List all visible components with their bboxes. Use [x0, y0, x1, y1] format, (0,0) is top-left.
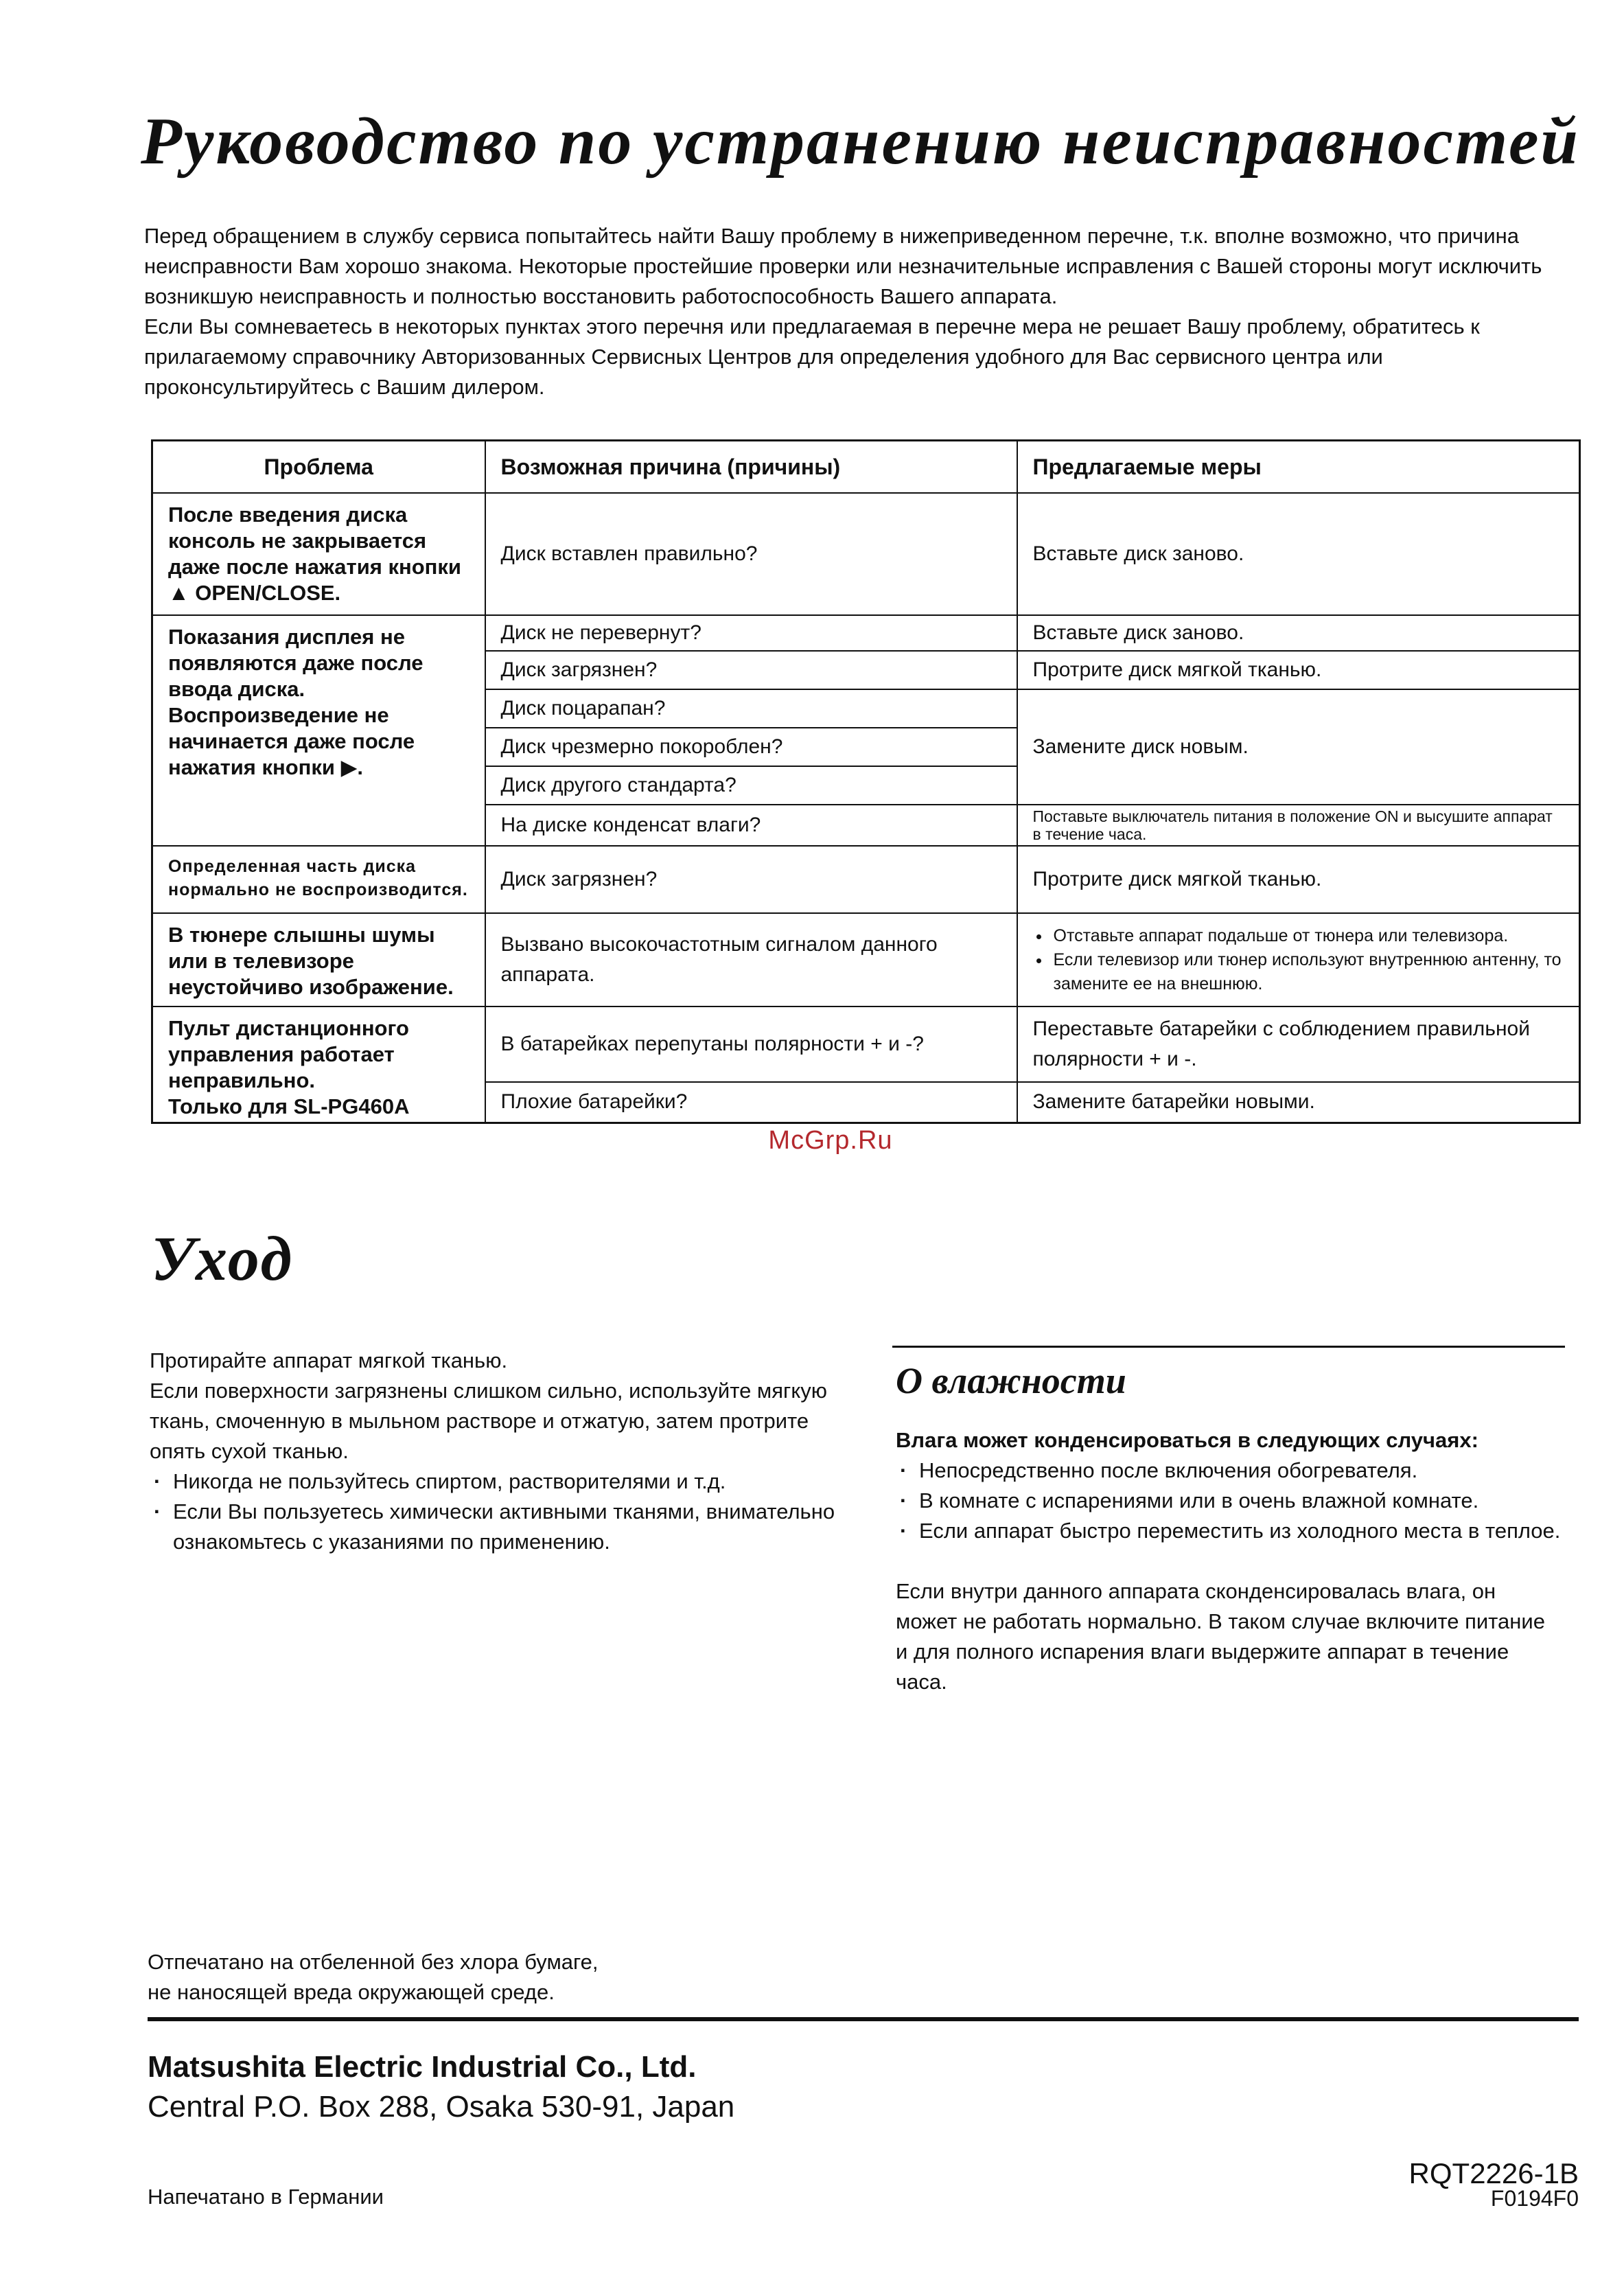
care-title: Уход [151, 1223, 294, 1293]
remedy-cell: Замените батарейки новыми. [1017, 1082, 1580, 1123]
printed-in: Напечатано в Германии [148, 2185, 384, 2209]
cause-cell: Диск другого стандарта? [485, 766, 1017, 805]
problem-cell: Определенная часть диска нормально не воспроизводится. [152, 846, 485, 913]
remedy-cell: Протрите диск мягкой тканью. [1017, 846, 1580, 913]
care-text [150, 1346, 843, 1557]
header-remedy: Предлагаемые меры [1017, 441, 1580, 494]
problem-cell: Показания дисплея не появляются даже после ввода диска. Воспроизведение не начинается даже после нажатия кнопки ▶. [152, 615, 485, 846]
remedy-cell: Вставьте диск заново. [1017, 615, 1580, 651]
company-address: Central P.O. Box 288, Osaka 530-91, Japan [148, 2090, 735, 2124]
model-note: Только для SL-PG460A [168, 1094, 410, 1118]
cause-cell: В батарейках перепутаны полярности + и -? [485, 1007, 1017, 1082]
cause-cell: Диск вставлен правильно? [485, 493, 1017, 615]
problem-cell: После введения диска консоль не закрывается даже после нажатия кнопки ▲ OPEN/CLOSE. [152, 493, 485, 615]
remedy-cell: Протрите диск мягкой тканью. [1017, 651, 1580, 689]
eco-line: не наносящей вреда окружающей среде. [148, 1980, 555, 2004]
watermark-text: McGrp.Ru [768, 1126, 893, 1155]
cause-cell: Диск не перевернут? [485, 615, 1017, 651]
remedy-cell: Поставьте выключатель питания в положение ON и высушите аппарат в течение часа. [1017, 805, 1580, 846]
care-bullet: · Никогда не пользуйтесь спиртом, растворителями и т.д. [150, 1466, 843, 1497]
remedy-cell: Замените диск новым. [1017, 689, 1580, 805]
intro-paragraph: Если Вы сомневаетесь в некоторых пунктах этого перечня или предлагаемая в перечне мера не решает Вашу проблему, обратитесь к прилагаемому справочнику Авторизованных Сервисных Центров для определения удобного для Вас сервисного центра или проконсультируйтесь с Вашим дилером. [144, 314, 1480, 399]
problem-text: Пульт дистанционного управления работает неправильно. [168, 1016, 409, 1092]
remedy-cell [1017, 913, 1580, 1007]
humidity-bullet: · В комнате с испарениями или в очень влажной комнате. [896, 1486, 1568, 1516]
eco-note [148, 1947, 971, 2008]
table-row [152, 493, 1580, 615]
care-bullet: · Если Вы пользуетесь химически активными тканями, внимательно ознакомьтесь с указаниями по применению. [150, 1497, 843, 1557]
eco-line: Отпечатано на отбеленной без хлора бумаге, [148, 1950, 599, 1974]
cause-cell: Диск загрязнен? [485, 651, 1017, 689]
cause-cell: Диск загрязнен? [485, 846, 1017, 913]
table-header-row [152, 441, 1580, 494]
humidity-note: Если внутри данного аппарата сконденсировалась влага, он может не работать нормально. В таком случае включите питание и для полного испарения влаги выдержите аппарат в течение часа. [896, 1579, 1545, 1694]
cause-cell: Диск поцарапан? [485, 689, 1017, 728]
header-cause: Возможная причина (причины) [485, 441, 1017, 494]
header-problem: Проблема [152, 441, 485, 494]
remedy-cell: Вставьте диск заново. [1017, 493, 1580, 615]
cause-cell: Плохие батарейки? [485, 1082, 1017, 1123]
cause-cell: На диске конденсат влаги? [485, 805, 1017, 846]
intro-paragraph: Перед обращением в службу сервиса попытайтесь найти Вашу проблему в нижеприведенном перечне, т.к. вполне возможно, что причина неисправности Вам хорошо знакома. Некоторые простейшие проверки или незначительные исправления с Вашей стороны могут исключить возникшую неисправность и полностью восстановить работоспособность Вашего аппарата. [144, 224, 1542, 308]
footer-divider [148, 2017, 1579, 2021]
table-row [152, 1007, 1580, 1082]
humidity-bullet: · Если аппарат быстро переместить из холодного места в теплое. [896, 1516, 1568, 1546]
section-divider [892, 1346, 1565, 1348]
table-row [152, 615, 1580, 651]
humidity-lead: Влага может конденсироваться в следующих случаях: [896, 1428, 1478, 1452]
page-title: Руководство по устранению неисправностей [141, 104, 1580, 179]
care-line: Если поверхности загрязнены слишком сильно, используйте мягкую ткань, смоченную в мыльном растворе и отжатую, затем протрите опять сухой тканью. [150, 1379, 827, 1463]
humidity-text [896, 1427, 1568, 1697]
humidity-title: О влажности [896, 1360, 1126, 1401]
remedy-bullet: • Отставьте аппарат подальше от тюнера или телевизора. [1051, 924, 1564, 948]
problem-cell: В тюнере слышны шумы или в телевизоре неустойчиво изображение. [152, 913, 485, 1007]
table-row [152, 846, 1580, 913]
cause-cell: Диск чрезмерно покороблен? [485, 728, 1017, 766]
care-line: Протирайте аппарат мягкой тканью. [150, 1348, 508, 1372]
company-name: Matsushita Electric Industrial Co., Ltd. [148, 2050, 697, 2084]
cause-cell: Вызвано высокочастотным сигналом данного аппарата. [485, 913, 1017, 1007]
humidity-bullet: · Непосредственно после включения обогревателя. [896, 1456, 1568, 1486]
table-row [152, 913, 1580, 1007]
intro-text [144, 221, 1579, 402]
remedy-cell: Переставьте батарейки с соблюдением правильной полярности + и -. [1017, 1007, 1580, 1082]
remedy-bullet: • Если телевизор или тюнер используют внутреннюю антенну, то замените ее на внешнюю. [1051, 948, 1564, 996]
print-code: F0194F0 [1490, 2186, 1579, 2211]
problem-cell [152, 1007, 485, 1123]
troubleshooting-table [151, 439, 1581, 1124]
document-code: RQT2226-1B [1408, 2157, 1579, 2189]
